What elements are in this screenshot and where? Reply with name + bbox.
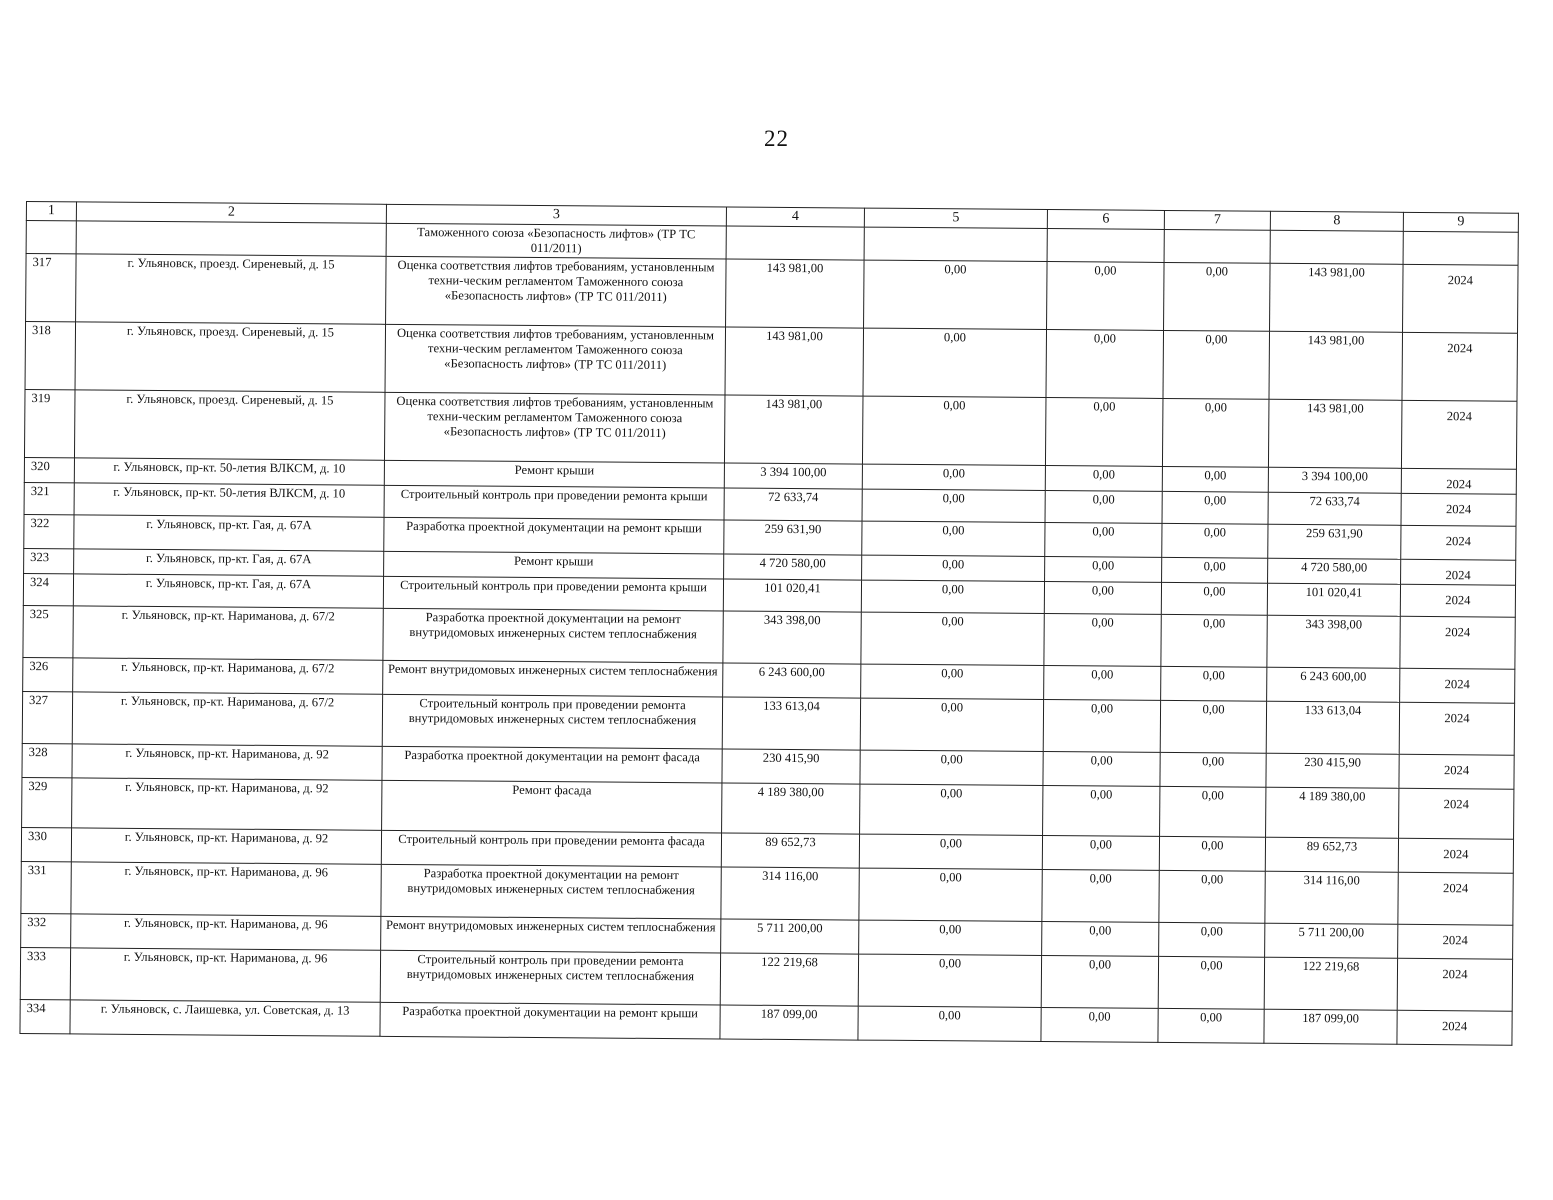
total-cost-cell: 4 189 380,00 xyxy=(722,783,860,834)
address-cell: г. Ульяновск, пр-кт. Нариманова, д. 96 xyxy=(71,862,381,916)
header-cell: 9 xyxy=(1403,212,1518,232)
row-number-cell: 324 xyxy=(23,573,73,605)
program-table-container xyxy=(19,201,1517,1046)
value-cell: 0,00 xyxy=(861,580,1044,613)
address-cell: г. Ульяновск, пр-кт. Нариманова, д. 67/2 xyxy=(73,606,383,660)
total-cost-cell: 343 398,00 xyxy=(723,611,861,664)
total-cost-cell: 122 219,68 xyxy=(720,953,858,1006)
value-cell: 0,00 xyxy=(1160,700,1266,753)
row-number-cell: 332 xyxy=(21,913,71,947)
row-number-cell: 334 xyxy=(20,999,70,1033)
value-cell: 0,00 xyxy=(1162,466,1268,492)
total-cost-cell: 5 711 200,00 xyxy=(721,919,859,954)
table-row xyxy=(26,254,1518,334)
value-cell: 0,00 xyxy=(858,954,1041,1007)
year-cell: 2024 xyxy=(1398,924,1513,959)
row-number-cell: 331 xyxy=(21,861,71,913)
total-cost-cell: 101 020,41 xyxy=(723,579,861,612)
year-cell: 2024 xyxy=(1401,525,1516,560)
year-cell: 2024 xyxy=(1400,616,1515,669)
address-cell: г. Ульяновск, пр-кт. Нариманова, д. 92 xyxy=(71,828,381,864)
fund-value-cell: 230 415,90 xyxy=(1266,753,1399,788)
value-cell xyxy=(1164,229,1270,263)
row-number-cell: 325 xyxy=(23,605,73,657)
address-cell: г. Ульяновск, проезд. Сиреневый, д. 15 xyxy=(74,390,385,460)
year-cell: 2024 xyxy=(1403,264,1519,333)
value-cell: 0,00 xyxy=(863,328,1047,397)
work-type-cell: Ремонт фасада xyxy=(382,780,722,833)
year-cell: 2024 xyxy=(1399,702,1514,755)
fund-value-cell: 187 099,00 xyxy=(1264,1009,1397,1044)
fund-value-cell: 4 189 380,00 xyxy=(1266,787,1399,838)
value-cell: 0,00 xyxy=(1044,582,1161,615)
value-cell: 0,00 xyxy=(1164,262,1271,331)
work-type-cell: Разработка проектной документации на ремонт внутридомовых инженерных систем теплоснабжения xyxy=(381,864,721,919)
work-type-cell: Разработка проектной документации на ремонт крыши xyxy=(384,517,724,554)
row-number-cell: 321 xyxy=(24,482,74,514)
row-number-cell: 333 xyxy=(20,947,70,999)
value-cell: 0,00 xyxy=(859,834,1042,869)
total-cost-cell: 89 652,73 xyxy=(721,833,859,868)
year-cell: 2024 xyxy=(1401,559,1516,585)
row-number-cell: 330 xyxy=(21,827,71,861)
fund-value-cell: 122 219,68 xyxy=(1264,957,1397,1010)
value-cell: 0,00 xyxy=(1041,1007,1158,1042)
row-number-cell: 327 xyxy=(22,691,72,743)
fund-value-cell: 5 711 200,00 xyxy=(1265,923,1398,958)
fund-value-cell: 343 398,00 xyxy=(1267,615,1400,668)
row-number-cell: 318 xyxy=(25,322,76,390)
program-table xyxy=(19,201,1518,1046)
value-cell: 0,00 xyxy=(860,750,1043,785)
value-cell: 0,00 xyxy=(859,868,1042,921)
work-type-cell: Строительный контроль при проведении ремонта фасада xyxy=(381,830,721,867)
table-row xyxy=(24,389,1516,469)
address-cell: г. Ульяновск, пр-кт. Нариманова, д. 92 xyxy=(72,778,382,830)
row-number-cell: 317 xyxy=(26,254,77,322)
value-cell: 0,00 xyxy=(862,521,1045,556)
row-number-cell: 320 xyxy=(24,457,74,482)
address-cell: г. Ульяновск, пр-кт. Нариманова, д. 96 xyxy=(70,948,380,1002)
address-cell: г. Ульяновск, пр-кт. Гая, д. 67А xyxy=(74,515,384,551)
year-cell: 2024 xyxy=(1401,493,1516,526)
value-cell: 0,00 xyxy=(861,664,1044,699)
total-cost-cell: 314 116,00 xyxy=(721,867,859,920)
year-cell: 2024 xyxy=(1400,668,1515,703)
value-cell: 0,00 xyxy=(858,1006,1041,1041)
address-cell: г. Ульяновск, пр-кт. Гая, д. 67А xyxy=(73,574,383,608)
value-cell: 0,00 xyxy=(860,784,1043,835)
value-cell: 0,00 xyxy=(1042,922,1159,957)
value-cell: 0,00 xyxy=(1158,956,1264,1009)
total-cost-cell: 3 394 100,00 xyxy=(724,463,862,489)
value-cell: 0,00 xyxy=(862,464,1045,490)
value-cell: 0,00 xyxy=(1047,262,1165,331)
page-number: 22 xyxy=(764,126,789,151)
value-cell xyxy=(864,227,1047,261)
value-cell: 0,00 xyxy=(1041,955,1158,1008)
value-cell: 0,00 xyxy=(1159,836,1265,871)
header-cell: 3 xyxy=(386,204,726,226)
value-cell: 0,00 xyxy=(1162,491,1268,524)
row-number-cell: 326 xyxy=(23,657,73,691)
value-cell: 0,00 xyxy=(862,555,1045,581)
value-cell: 0,00 xyxy=(1045,491,1162,524)
work-type-cell: Строительный контроль при проведении ремонта внутридомовых инженерных систем теплоснабжения xyxy=(380,950,720,1005)
total-cost-cell: 143 981,00 xyxy=(725,327,864,396)
address-cell: г. Ульяновск, с. Лаишевка, ул. Советская, д. 13 xyxy=(70,1000,380,1036)
year-cell: 2024 xyxy=(1399,754,1514,789)
header-cell: 5 xyxy=(864,208,1047,228)
fund-value-cell: 4 720 580,00 xyxy=(1268,558,1401,584)
work-type-cell: Строительный контроль при проведении ремонта внутридомовых инженерных систем теплоснабжения xyxy=(382,694,722,749)
work-type-cell: Оценка соответствия лифтов требованиям, установленным техни-ческим регламентом Таможенного союза «Безопасность лифтов» (ТР ТС 011/2011) xyxy=(386,256,727,327)
work-type-cell: Разработка проектной документации на ремонт крыши xyxy=(380,1002,720,1039)
table-body xyxy=(20,221,1518,1046)
work-type-cell: Разработка проектной документации на ремонт фасада xyxy=(382,746,722,783)
header-cell: 7 xyxy=(1164,210,1270,230)
total-cost-cell: 72 633,74 xyxy=(724,488,862,521)
value-cell: 0,00 xyxy=(1159,870,1265,923)
fund-value-cell: 143 981,00 xyxy=(1270,263,1404,332)
total-cost-cell: 6 243 600,00 xyxy=(723,663,861,698)
year-cell: 2024 xyxy=(1398,872,1513,925)
header-cell: 6 xyxy=(1047,210,1164,230)
value-cell: 0,00 xyxy=(1045,557,1162,583)
address-cell: г. Ульяновск, проезд. Сиреневый, д. 15 xyxy=(76,254,387,324)
work-type-cell: Ремонт внутридомовых инженерных систем теплоснабжения xyxy=(383,660,723,697)
work-type-cell: Ремонт крыши xyxy=(384,551,724,579)
value-cell xyxy=(1270,230,1403,264)
fund-value-cell: 3 394 100,00 xyxy=(1268,467,1401,493)
work-type-cell: Оценка соответствия лифтов требованиям, установленным техни-ческим регламентом Таможенного союза «Безопасность лифтов» (ТР ТС 011/2011) xyxy=(384,392,725,463)
fund-value-cell: 259 631,90 xyxy=(1268,524,1401,559)
fund-value-cell: 143 981,00 xyxy=(1269,331,1403,400)
value-cell: 0,00 xyxy=(1160,752,1266,787)
total-cost-cell: 259 631,90 xyxy=(724,520,862,555)
total-cost-cell: 143 981,00 xyxy=(724,395,863,464)
total-cost-cell: 187 099,00 xyxy=(720,1005,858,1040)
value-cell: 0,00 xyxy=(862,489,1045,522)
work-type-cell: Таможенного союза «Безопасность лифтов» (ТР ТС 011/2011) xyxy=(386,223,726,259)
year-cell: 2024 xyxy=(1402,332,1518,401)
row-number-cell xyxy=(26,221,76,254)
work-type-cell: Разработка проектной документации на ремонт внутридомовых инженерных систем теплоснабжения xyxy=(383,608,723,663)
row-number-cell: 328 xyxy=(22,743,72,777)
value-cell: 0,00 xyxy=(1044,666,1161,701)
value-cell: 0,00 xyxy=(1161,666,1267,701)
work-type-cell: Строительный контроль при проведении ремонта крыши xyxy=(383,576,723,611)
value-cell: 0,00 xyxy=(1045,523,1162,558)
value-cell: 0,00 xyxy=(862,396,1046,465)
value-cell: 0,00 xyxy=(1162,398,1269,467)
fund-value-cell: 314 116,00 xyxy=(1265,871,1398,924)
fund-value-cell: 143 981,00 xyxy=(1268,399,1402,468)
fund-value-cell: 6 243 600,00 xyxy=(1267,667,1400,702)
value-cell: 0,00 xyxy=(1159,922,1265,957)
row-number-cell: 319 xyxy=(24,389,75,457)
row-number-cell: 322 xyxy=(24,514,74,548)
fund-value-cell: 101 020,41 xyxy=(1267,583,1400,616)
value-cell: 0,00 xyxy=(861,612,1044,665)
address-cell: г. Ульяновск, пр-кт. Нариманова, д. 96 xyxy=(71,914,381,950)
value-cell: 0,00 xyxy=(1044,614,1161,667)
value-cell: 0,00 xyxy=(1043,700,1160,753)
fund-value-cell: 133 613,04 xyxy=(1266,701,1399,754)
work-type-cell: Ремонт крыши xyxy=(384,460,724,488)
header-cell: 1 xyxy=(26,202,76,221)
year-cell: 2024 xyxy=(1401,400,1517,469)
fund-value-cell: 72 633,74 xyxy=(1268,492,1401,525)
address-cell: г. Ульяновск, проезд. Сиреневый, д. 15 xyxy=(75,322,386,392)
total-cost-cell: 143 981,00 xyxy=(726,259,865,328)
value-cell xyxy=(726,226,864,260)
total-cost-cell: 230 415,90 xyxy=(722,749,860,784)
value-cell: 0,00 xyxy=(860,698,1043,751)
row-number-cell: 329 xyxy=(22,777,72,827)
value-cell xyxy=(1047,229,1164,263)
value-cell: 0,00 xyxy=(1162,523,1268,558)
work-type-cell: Строительный контроль при проведении ремонта крыши xyxy=(384,485,724,520)
value-cell: 0,00 xyxy=(1042,836,1159,871)
value-cell: 0,00 xyxy=(1045,466,1162,492)
work-type-cell: Оценка соответствия лифтов требованиям, установленным техни-ческим регламентом Таможенного союза «Безопасность лифтов» (ТР ТС 011/2011) xyxy=(385,324,726,395)
value-cell: 0,00 xyxy=(1162,557,1268,583)
total-cost-cell: 133 613,04 xyxy=(722,697,860,750)
header-cell: 4 xyxy=(726,207,864,227)
year-cell: 2024 xyxy=(1401,468,1516,494)
value-cell: 0,00 xyxy=(1161,614,1267,667)
address-cell: г. Ульяновск, пр-кт. Нариманова, д. 92 xyxy=(72,744,382,780)
year-cell xyxy=(1403,231,1518,265)
year-cell: 2024 xyxy=(1397,1010,1512,1045)
row-number-cell: 323 xyxy=(24,548,74,573)
table-row xyxy=(25,322,1517,402)
header-cell: 8 xyxy=(1270,211,1403,231)
address-cell: г. Ульяновск, пр-кт. Нариманова, д. 67/2 xyxy=(73,658,383,694)
year-cell: 2024 xyxy=(1399,788,1514,839)
value-cell: 0,00 xyxy=(1046,330,1164,399)
value-cell: 0,00 xyxy=(1163,330,1270,399)
year-cell: 2024 xyxy=(1400,584,1515,617)
address-cell: г. Ульяновск, пр-кт. 50-летия ВЛКСМ, д. 10 xyxy=(74,483,384,517)
value-cell: 0,00 xyxy=(1043,752,1160,787)
work-type-cell: Ремонт внутридомовых инженерных систем теплоснабжения xyxy=(381,916,721,953)
value-cell: 0,00 xyxy=(1043,786,1160,837)
total-cost-cell: 4 720 580,00 xyxy=(724,554,862,580)
address-cell xyxy=(76,221,386,256)
value-cell: 0,00 xyxy=(1161,582,1267,615)
header-cell: 2 xyxy=(76,202,386,223)
address-cell: г. Ульяновск, пр-кт. Гая, д. 67А xyxy=(74,549,384,576)
address-cell: г. Ульяновск, пр-кт. Нариманова, д. 67/2 xyxy=(72,692,382,746)
year-cell: 2024 xyxy=(1397,958,1512,1011)
fund-value-cell: 89 652,73 xyxy=(1265,837,1398,872)
value-cell: 0,00 xyxy=(1042,870,1159,923)
value-cell: 0,00 xyxy=(864,260,1048,329)
value-cell: 0,00 xyxy=(1158,1008,1264,1043)
value-cell: 0,00 xyxy=(1045,398,1163,467)
value-cell: 0,00 xyxy=(1160,786,1266,837)
year-cell: 2024 xyxy=(1398,838,1513,873)
value-cell: 0,00 xyxy=(859,920,1042,955)
address-cell: г. Ульяновск, пр-кт. 50-летия ВЛКСМ, д. 10 xyxy=(74,458,384,485)
